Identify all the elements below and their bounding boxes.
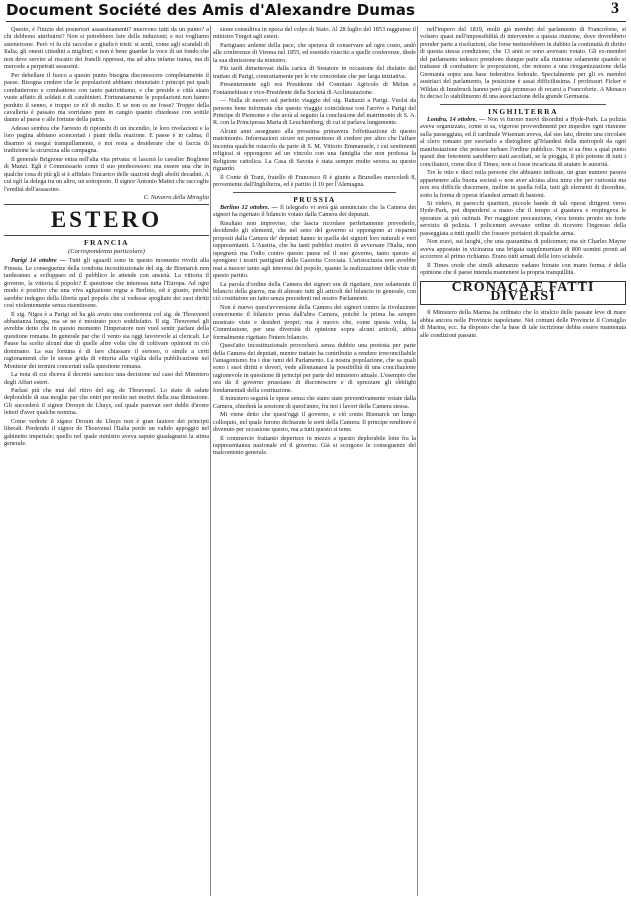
paragraph: Il ministero seguirà le spese senza che siano state preventivamente votate dalla Camera, chiederà la sessione di quest'anno, fra noi i lavori della Camera stessa.	[213, 395, 416, 410]
paragraph: Il sig. Nigra è a Parigi ed ha già avuto una conferenza col sig. de Thouvenel abbastanza lunga, ma se ne è mostrato poco soddisfatto. Il sig. Thouvenel gli avrebbe detto che in questo momento l'Imperatore non vuol sentir parlare della questione romana. In generale par che il vento sia oggi favorevole ai clericali. Le Pause ha scelto alcuni due di quelle altre volte che di coltivare opinioni in ciò dominano. La sua fortuna è di fare chiassare il serioso, o simile a certi ragionamenti che le stesse grida di vittoria alla vigilia della pubblicazione nel Moniteur dei termini concertati sulla questione romana.	[4, 310, 209, 370]
dateline: Parigi 14 ottobre —	[11, 257, 66, 265]
paragraph: sione consultiva in epoca del colpo di Stato. Al 28 luglio del 1853 raggiunse il ministro Turgot agli esteri.	[213, 26, 416, 41]
paragraph: Il generale Brignone entra nell'alta vita privata: si lascerà lo cavalier Boglione di Manzi. Egli è Commissario come il suo predecessore: ma essere una che in qualche cosa di più gli si è affidato l'incarico delle stazioni degli abolti decaduti. A cui egli la delega tra un altro, un sottoposto. Il signor Antonio Mattei che raccoglie l'eredità dell'assassino.	[4, 155, 209, 193]
paragraph	[4, 257, 209, 309]
paragraph: Adesso sembra che l'arresto di ripiombi di un incendio, le loro rivelazioni e la loro pagina abbiano sconcertati i piani della reazione. E paese è in calma; il disarmo si eseguì tranquillamente, e noi resta a desiderare che si faccia di tradizione la sicurezza alla campagna.	[4, 124, 209, 155]
header-rule	[6, 21, 626, 22]
country-subheading: (Corrispondenza particolare)	[68, 247, 145, 255]
page-number: 3	[611, 0, 619, 17]
document-title: Document Société des Amis d'Alexandre Dumas	[6, 1, 416, 19]
paragraph	[213, 204, 416, 219]
paragraph: Presentemente egli era Presidente del Comitato Agricolo di Melun e Fontainebleau e vice-Presidente della Società di Acclimatazione.	[213, 81, 416, 96]
country-heading: PRUSSIA	[293, 194, 336, 204]
paragraph: Non è nuovo quest'avversione della Camera dei signori contro la rivoluzione concernente il bilancio presa dall'altra Camera, poichè la prima ha sempre mostrato viste e desideri propri; ma è nuovo che, come questa volta, la Commissione, per una diversità di opinione sopra alcuni articoli, abbia formalmente rigettato l'intero bilancio.	[213, 303, 416, 341]
dateline: Berlino 12 ottobre. —	[220, 203, 278, 211]
paragraph-text: Tutti gli sguardi sono in questo momento rivolti alla Prussia. Le conseguenze della condotta incostituzionale del sig. de Bismarck non tarderanno a sviluppare ed il pubblico le attende con ansietà. La vittoria il governo, la vittoria il popolo? È questione che interessa tutta l'Europa. Ad ogni modo è positivo che una viva agitazione regna a Berlino, ed è giusto, perchè sarebbe indegno della libertà quel popolo che si vedesse spogliato dei suoi diritti così violentemente senza risentirsene.	[4, 257, 209, 310]
paragraph: Questo, è l'inizio dei posteriori assassinamenti? muovono tutti da un punto? a chi debbono attribuirsi? Non si potrebbero fare delle induzioni; e noi vogliamo astenercene. Però vi fu chi raccolse e giudicò tristi: si sentì, come agli scandali di Italia, gli onesti cittadini a migliori; e non è bene guardar la voce di un fondo che non deve servire al riscatto dei fratelli oppressi, ma ad altra infame trama, ma di mercede a perpetrati assassini.	[4, 26, 209, 71]
section-header-box	[4, 204, 209, 236]
paragraph	[420, 116, 626, 168]
column-separator	[210, 26, 211, 896]
column-separator	[417, 26, 418, 896]
paragraph: Tre le otto e dieci mila persone che abbiamo indicate, un gran numero parava appartenere alla buona società o non aver alcuna altra mira che per curiosità ma non era difficile discernere, inoltre in quella folla, tutti gli elementi di disordine, sotto la forma di operai irlandesi armati di bastoni.	[420, 169, 626, 199]
paragraph-text: Il telegrafo vi avrà già annunciato che la Camera dei signori ha rigettato il bilancio votato dalla Camera dei deputati.	[213, 203, 416, 219]
country-heading: FRANCIA	[83, 238, 130, 248]
section-title: CRONACA E FATTI DIVERSI	[451, 279, 595, 304]
paragraph: Non eravi, sui luoghi, che una quarantina di policemen; ma sir Charles Mayne aveva appostato in vicinanza una brigata supplementare di 800 uomini pronti ad accorrere al primo richiamo. Erano tutti armati delle loro sciabole.	[420, 238, 626, 261]
author-signature: C. Navarro della Miraglia	[143, 193, 209, 201]
paragraph: Il Conte di Trani, fratello di Francesco II è giunto a Bruxelles mercoledì 8, proveniente dall'Inghilterra, ed è partito il 10 per l'Alemagna.	[213, 173, 416, 189]
paragraph: Per debellare il fuoco a questo punto bisogna disconoscere completamente il paese. Bisogna credere che le popolazioni abbiano rinunziato i principi pei quali combatterono e combattono con tanto patriottismo, e che preside e città siano vuote affatto di soldati e di carabinieri. Fortunatamente le popolazioni non hanno perduto il senno, e troppo ce n'è di molto. E se non ce ne fosse? Troppo della cavalleria è passato ma sorridano pure in cangio quanto chiedesse con sottile danno al paese e alle fortune della patria.	[4, 71, 209, 124]
section-title: ESTERO	[50, 207, 163, 233]
paragraph: Quest'atto incostituzionale provocherà senza dubbio una protesta per parte della Camera dei deputati, mentre trattato ha contribuito a rendere irreconciliabile l'antagonismo fra i due rami del Parlamento. La nostra popolazione, che sa quali sono i suoi diritti e doveri, vede allontanarsi la possibilità di una conciliazione ragionevole in questione di principi per parte del ministero attuale. L'esempio che ora dà il governo prussiano di disconoscere e di sprezzare gli obblighi fondamentali della costituzione.	[213, 342, 416, 394]
column-3	[420, 26, 626, 896]
section-header-box	[420, 281, 626, 306]
paragraph: Partigiano ardente della pace, che sperava di conservare ad ogni costo, andò alle conferenze di Vienna nel 1855, ed essendo riuscito a quelle conferenze, diede la sua dimissione da ministro.	[213, 41, 416, 64]
paragraph: — Nulla di nuovo sul perfetto viaggio del sig. Rattazzi a Parigi. Vuolsi da persone bene informate che questo viaggio coincidesse con l'arrivo a Parigi del Principe di Piemonte e che avrà al seguito la conclusione del matrimonio di S. A. R. con la Principessa Maria di Leuchtenberg, di cui si parlava lungamente.	[213, 97, 416, 127]
paragraph: Più tardi dimettevasi dalla carica di Senatore in occasione del disfatto del trattato di Parigi, contrariamente per le vie concordate che per larga iniziativa.	[213, 65, 416, 80]
paragraph: Parlasi più che mai del ritiro del sig. de Thouvenel. Lo stato di salute deplorabile di sua moglie par che entri per molto nei motivi della sua dimissione. Gli succederà il signor Drouyn de Lhuys, sul quale parevan seri dubbi d'avere letteri d'aver qualche nomina.	[4, 387, 209, 417]
paragraph: Mi viene detto che quest'oggi il governo, e ciò conto Bismarck un lungo colloquio, nel quale furono dichiarate le sorti della Camera. Il principe renditore è divenuto per occasione questo, ma a tutti questo si teme.	[213, 411, 416, 434]
paragraph: La nota di cui diceva il decreto sancisce una decisione sul caso del Ministero degli Affari esteri.	[4, 371, 209, 386]
column-2	[213, 26, 416, 896]
paragraph: Alcuni anni assegnano alla prossima primavera l'effettuazione di questo matrimonio. Informazioni sicure mi permettono di credere per altro che l'affare incontra qualche ostacolo da parte di S. M. Vittorio Emmanuele, i cui sentimenti religiosi si oppongono ad un vincolo con una famiglia che non professa la Religione cattolica. La Casa di Savoia è stata sempre molto severa su questo riguardo.	[213, 127, 416, 173]
page-header	[0, 0, 631, 20]
paragraph: nell'impero del 1819, molti già membri del parlamento di Francoforte, si volsero quasi nell'impossibilità di intervenire a questa riunione, dove dovrebbero prender parte a risoluzioni, che forse metterebbero in dubbio la continuità di diritto di questa stessa condizione, che 13 anni or sono avevano votato. Gli ex-membri del parlamento tedesco prendono dunque parte alla riunione solamente quando si trattasse di combattere le proposizioni, che mirano a una riorganizzazione della Germania sopra una base federativa federale. Specialmente per gli ex membri austriaci del parlamento, la posizione è assai difficilissima. I professori Ficker e Wildau di Innsbruck hanno però già promesso di recarsi a Francoforte. A Monaco fu deciso lo stabilimento di una associazione della grande Germania.	[420, 26, 626, 101]
paragraph: Come vedrete il signor Drouin de Lhuys non è gran fautore dei principii liberali. Perdendo il signor de Thouvenel l'Italia perde un valido appoggio nel gabinetto imperiale; quello nel quale ministro aveva saputo guadagnarsi la stima generale.	[4, 417, 209, 448]
column-1	[4, 26, 209, 896]
divider	[233, 192, 396, 193]
paragraph: Il commercio frattanto deperisce in mezzo a questo deplorabile lotte fra la rappresentanza nazionale ed il governo. Già si scorgono le conseguenze del malcontento generale.	[213, 434, 416, 457]
dateline: Londra, 14 ottobre. —	[427, 115, 486, 123]
paragraph: Si videro, in parecchi quartieri, piccole bande di tali operai dirigersi verso Hyde-Park, poi disperdersi a mano che il tempo si guastava e respingeva le speranze ai più ostinati. Per maggiore precauzione, s'era tenuto pronto un forte servizio di polizia. I policemen avevano ordine di ricevere l'ingresso della passeggiata a tutti quelli che fossero portatori di qualche arma.	[420, 199, 626, 237]
paragraph: La parola d'ordine della Camera dei signori era di rigettare, non solamente il bilancio della guerra, ma di alterare tutti gli articoli del bilancio in generale, con ciò costituirne un fatto senza precedenti nel nostro Parlamento.	[213, 280, 416, 303]
divider	[440, 104, 606, 105]
paragraph-text: Non vi furono nuovi disordini a Hyde-Park. La polizia aveva organizzato, come si sa, vigorosi provvedimenti per impedire ogni riunione sulla passeggiata, ed il cardinale Wiseman aveva, dal suo lato, diretto una circolare al clero romano per esortarlo a distogliere gl'Irlandesi della metropoli da ogni manifestazione che potesse turbare l'ordine pubblico. Non si sa fino a qual punto questi due fenomeni sarebbero stati ascoltati, se la pioggia, il più potente di tutti i conciliatori, come dice il Times, non si fosse incaricata di aiutare le autorità.	[420, 115, 626, 168]
country-heading: INGHILTERRA	[488, 106, 558, 116]
paragraph: Il Times crede che simili adunanze vadano frenate con mano ferma; è della opinione che il paese intenda mantenere la propria tranquillità.	[420, 261, 626, 277]
paragraph: Il Ministero della Marina ha ordinato che lo stralcio delle passate leve di mare abbia ancora nelle Provincie napoletane. Nei comuni delle Provincie il Consiglio di Marina, ecc. ha disposto che la base di tale iscrizione debba essere mantenuta alle condizioni passate.	[420, 309, 626, 339]
paragraph: Risultato non impreviso, che lascia ricordare perfettamente prevederlo, decidendo gli elementi, che nel seno del governo si oppongono ai risparmi proposti dalla Camera de' deputati hanno in quella dei signori loro naturali e veri rappresentanti. L'Austria, che ha tanti pubblici motivi di avversare l'Italia, non ispegnerà ma l'odio contro questo paese ed il suo governo, tanto questo si spongono i nostri partigiani della Gazzetta Crociata. L'aristocrazia non avrebbe mai a nuocer tanto agli interessi del popolo, quanto la realizzazione delle viste di questo partito.	[213, 219, 416, 280]
